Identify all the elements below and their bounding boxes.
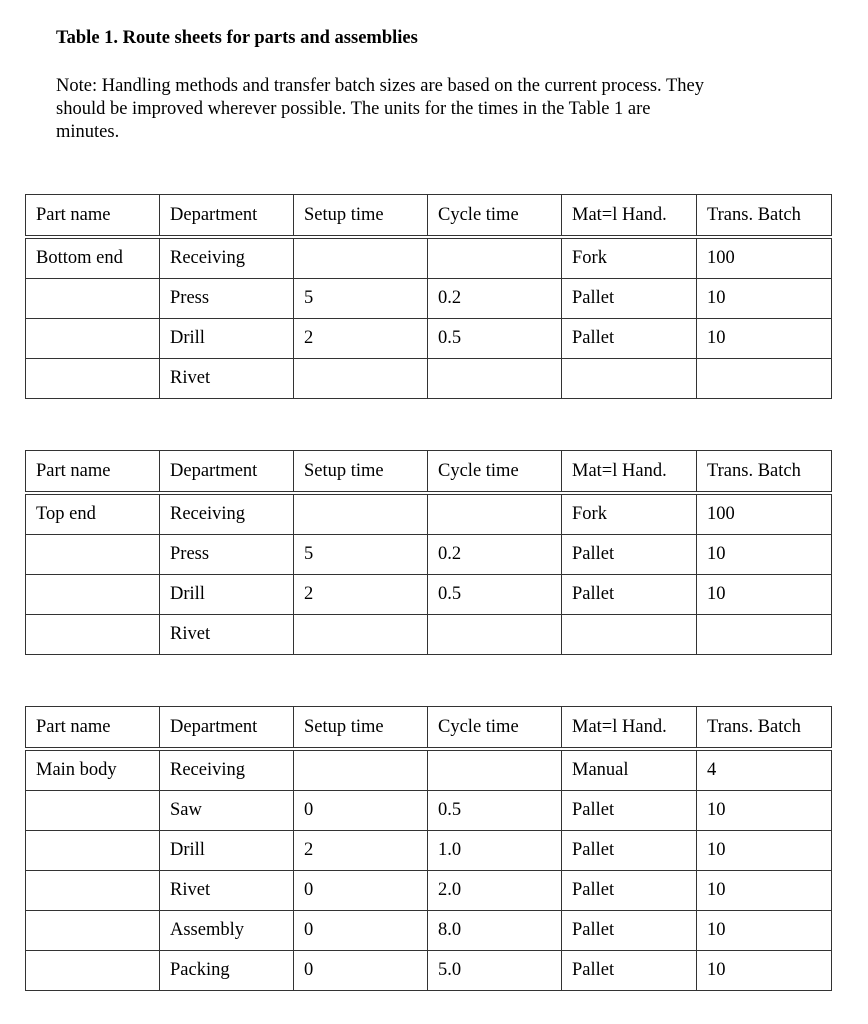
header-cycle-time: Cycle time: [428, 707, 562, 750]
table-row: [26, 319, 832, 359]
cell-material-handling: Pallet: [562, 279, 697, 319]
route-sheet-bottom-end: [25, 194, 832, 399]
cell-cycle-time: [428, 359, 562, 399]
cell-part-name: [26, 615, 160, 655]
cell-setup-time: [294, 749, 428, 791]
table-row: [26, 791, 832, 831]
route-sheet-main-body: [25, 706, 832, 991]
cell-transfer-batch: 10: [697, 791, 832, 831]
cell-material-handling: [562, 359, 697, 399]
cell-transfer-batch: 100: [697, 493, 832, 535]
header-transfer-batch: Trans. Batch: [697, 195, 832, 238]
cell-transfer-batch: 4: [697, 749, 832, 791]
cell-department: Saw: [160, 791, 294, 831]
cell-transfer-batch: 10: [697, 279, 832, 319]
cell-material-handling: Manual: [562, 749, 697, 791]
cell-material-handling: Fork: [562, 493, 697, 535]
cell-transfer-batch: [697, 359, 832, 399]
route-sheet-top-end: [25, 450, 832, 655]
cell-material-handling: Pallet: [562, 575, 697, 615]
table-row: [26, 279, 832, 319]
cell-part-name: [26, 911, 160, 951]
cell-setup-time: 5: [294, 535, 428, 575]
cell-department: Drill: [160, 319, 294, 359]
cell-material-handling: Pallet: [562, 911, 697, 951]
cell-material-handling: Pallet: [562, 791, 697, 831]
cell-part-name: [26, 319, 160, 359]
header-part-name: Part name: [26, 707, 160, 750]
cell-material-handling: [562, 615, 697, 655]
cell-material-handling: Pallet: [562, 831, 697, 871]
table-row: [26, 615, 832, 655]
cell-cycle-time: 0.2: [428, 279, 562, 319]
cell-setup-time: 0: [294, 951, 428, 991]
cell-material-handling: Fork: [562, 237, 697, 279]
cell-part-name: [26, 951, 160, 991]
cell-part-name: [26, 831, 160, 871]
table-row: [26, 237, 832, 279]
cell-transfer-batch: 10: [697, 319, 832, 359]
cell-cycle-time: 1.0: [428, 831, 562, 871]
cell-cycle-time: 0.2: [428, 535, 562, 575]
cell-setup-time: [294, 237, 428, 279]
header-part-name: Part name: [26, 195, 160, 238]
cell-part-name: [26, 871, 160, 911]
cell-cycle-time: [428, 749, 562, 791]
cell-transfer-batch: 10: [697, 575, 832, 615]
header-setup-time: Setup time: [294, 451, 428, 494]
table-row: [26, 871, 832, 911]
cell-material-handling: Pallet: [562, 319, 697, 359]
table-title: Table 1. Route sheets for parts and assemblies: [56, 28, 418, 48]
cell-department: Assembly: [160, 911, 294, 951]
table-row: [26, 575, 832, 615]
header-material-handling: Mat=l Hand.: [562, 451, 697, 494]
header-material-handling: Mat=l Hand.: [562, 707, 697, 750]
cell-part-name: [26, 359, 160, 399]
header-setup-time: Setup time: [294, 707, 428, 750]
cell-part-name: Bottom end: [26, 237, 160, 279]
header-row: [26, 707, 832, 750]
cell-department: Rivet: [160, 615, 294, 655]
cell-part-name: Main body: [26, 749, 160, 791]
cell-cycle-time: 5.0: [428, 951, 562, 991]
cell-department: Packing: [160, 951, 294, 991]
cell-cycle-time: [428, 237, 562, 279]
table-row: [26, 493, 832, 535]
note-line: minutes.: [56, 122, 120, 142]
cell-cycle-time: 2.0: [428, 871, 562, 911]
cell-setup-time: 5: [294, 279, 428, 319]
cell-transfer-batch: 100: [697, 237, 832, 279]
cell-setup-time: 0: [294, 911, 428, 951]
cell-cycle-time: [428, 493, 562, 535]
table-row: [26, 951, 832, 991]
cell-department: Drill: [160, 575, 294, 615]
cell-cycle-time: 8.0: [428, 911, 562, 951]
header-department: Department: [160, 451, 294, 494]
cell-part-name: [26, 535, 160, 575]
cell-part-name: [26, 279, 160, 319]
table-row: [26, 359, 832, 399]
cell-department: Receiving: [160, 749, 294, 791]
cell-cycle-time: 0.5: [428, 319, 562, 359]
cell-department: Receiving: [160, 493, 294, 535]
cell-material-handling: Pallet: [562, 535, 697, 575]
cell-setup-time: [294, 493, 428, 535]
header-department: Department: [160, 195, 294, 238]
cell-cycle-time: [428, 615, 562, 655]
header-cycle-time: Cycle time: [428, 195, 562, 238]
header-transfer-batch: Trans. Batch: [697, 451, 832, 494]
cell-department: Receiving: [160, 237, 294, 279]
cell-department: Rivet: [160, 871, 294, 911]
header-part-name: Part name: [26, 451, 160, 494]
cell-cycle-time: 0.5: [428, 575, 562, 615]
cell-part-name: [26, 575, 160, 615]
cell-department: Rivet: [160, 359, 294, 399]
table-row: [26, 831, 832, 871]
cell-transfer-batch: 10: [697, 831, 832, 871]
note-line: Note: Handling methods and transfer batch sizes are based on the current process. They: [56, 76, 704, 96]
table-row: [26, 749, 832, 791]
header-row: [26, 195, 832, 238]
note-paragraph: [56, 75, 816, 144]
cell-material-handling: Pallet: [562, 871, 697, 911]
cell-department: Press: [160, 279, 294, 319]
header-cycle-time: Cycle time: [428, 451, 562, 494]
cell-transfer-batch: 10: [697, 951, 832, 991]
cell-material-handling: Pallet: [562, 951, 697, 991]
cell-setup-time: [294, 359, 428, 399]
note-line: should be improved wherever possible. The units for the times in the Table 1 are: [56, 99, 651, 119]
table-row: [26, 911, 832, 951]
cell-transfer-batch: [697, 615, 832, 655]
cell-setup-time: 0: [294, 791, 428, 831]
cell-cycle-time: 0.5: [428, 791, 562, 831]
header-row: [26, 451, 832, 494]
cell-part-name: [26, 791, 160, 831]
cell-setup-time: 2: [294, 319, 428, 359]
cell-setup-time: [294, 615, 428, 655]
cell-transfer-batch: 10: [697, 871, 832, 911]
cell-setup-time: 0: [294, 871, 428, 911]
cell-setup-time: 2: [294, 831, 428, 871]
cell-department: Press: [160, 535, 294, 575]
header-setup-time: Setup time: [294, 195, 428, 238]
header-department: Department: [160, 707, 294, 750]
header-material-handling: Mat=l Hand.: [562, 195, 697, 238]
cell-transfer-batch: 10: [697, 911, 832, 951]
cell-setup-time: 2: [294, 575, 428, 615]
cell-department: Drill: [160, 831, 294, 871]
cell-transfer-batch: 10: [697, 535, 832, 575]
cell-part-name: Top end: [26, 493, 160, 535]
header-transfer-batch: Trans. Batch: [697, 707, 832, 750]
table-row: [26, 535, 832, 575]
